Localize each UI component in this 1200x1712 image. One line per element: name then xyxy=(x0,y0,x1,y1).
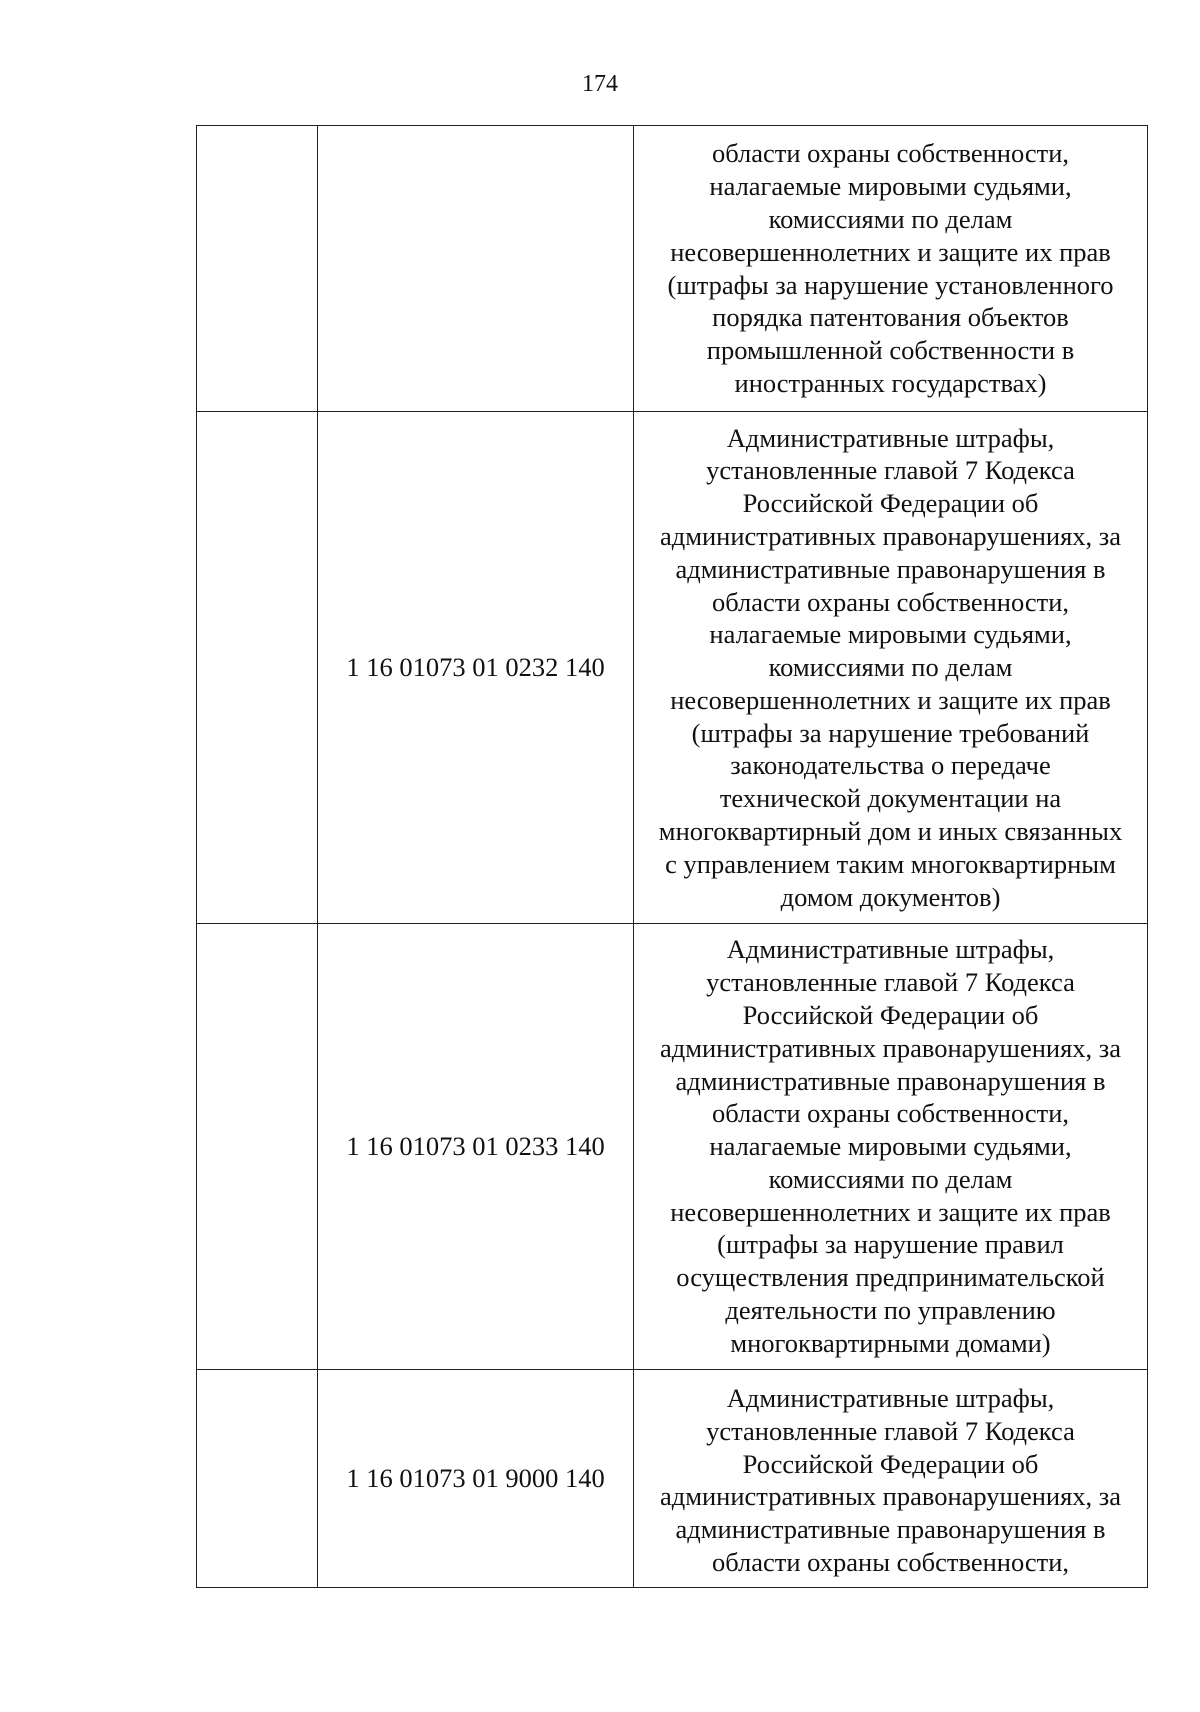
description-line: области охраны собственности, xyxy=(711,138,1070,169)
description-line: Административные штрафы, xyxy=(726,1383,1055,1413)
description-line: (штрафы за нарушение правил xyxy=(717,1229,1064,1260)
budget-code-cell xyxy=(318,126,634,412)
admin-code-cell xyxy=(197,126,318,412)
description-line: налагаемые мировыми судьями, xyxy=(709,1131,1072,1162)
description-line: (штрафы за нарушение установленного xyxy=(667,269,1114,300)
description-line: Российской Федерации об xyxy=(742,999,1039,1030)
description-line: деятельности по управлению xyxy=(725,1295,1056,1326)
description-line: административные правонарушения в xyxy=(675,553,1106,584)
description-line: порядка патентования объектов xyxy=(712,302,1069,333)
description-line: области охраны собственности, xyxy=(711,1546,1070,1577)
description-line: Административные штрафы, xyxy=(726,422,1055,453)
description-line: комиссиями по делам xyxy=(768,1163,1013,1194)
description-line: (штрафы за нарушение требований xyxy=(691,717,1090,748)
description-line: несовершеннолетних и защите их прав xyxy=(670,1196,1111,1227)
description-line: с управлением таким многоквартирным xyxy=(665,848,1116,879)
description-line: области охраны собственности, xyxy=(711,586,1070,617)
description-line: многоквартирный дом и иных связанных xyxy=(658,816,1123,847)
table-row xyxy=(197,1370,1148,1588)
description-line: законодательства о передаче xyxy=(730,750,1051,781)
description-line: комиссиями по делам xyxy=(768,652,1013,683)
description-line: Российской Федерации об xyxy=(742,488,1039,519)
description-line: домом документов) xyxy=(780,881,1001,912)
budget-codes-table xyxy=(196,125,1148,1588)
budget-code-cell: 1 16 01073 01 0233 140 xyxy=(318,924,634,1370)
description-line: области охраны собственности, xyxy=(711,1098,1070,1129)
budget-code-cell: 1 16 01073 01 9000 140 xyxy=(318,1370,634,1588)
description-cell xyxy=(634,126,1148,412)
table-row xyxy=(197,924,1148,1370)
description-line: налагаемые мировыми судьями, xyxy=(709,619,1072,650)
description-line: Российской Федерации об xyxy=(742,1448,1039,1479)
admin-code-cell xyxy=(197,924,318,1370)
admin-code-cell xyxy=(197,1370,318,1588)
description-line: иностранных государствах) xyxy=(734,367,1047,398)
description-line: несовершеннолетних и защите их прав xyxy=(670,236,1111,267)
admin-code-cell xyxy=(197,412,318,924)
description-line: установленные главой 7 Кодекса xyxy=(706,967,1075,998)
description-line: комиссиями по делам xyxy=(768,203,1013,234)
description-line: установленные главой 7 Кодекса xyxy=(706,1415,1075,1446)
description-line: Административные штрафы, xyxy=(726,934,1055,965)
description-line: административных правонарушениях, за xyxy=(659,1032,1121,1063)
description-line: административные правонарушения в xyxy=(675,1514,1106,1545)
description-line: многоквартирными домами) xyxy=(730,1327,1051,1358)
description-line: технической документации на xyxy=(719,783,1062,814)
description-line: административных правонарушениях, за xyxy=(659,520,1121,551)
description-cell xyxy=(634,924,1148,1370)
budget-code-cell: 1 16 01073 01 0232 140 xyxy=(318,412,634,924)
description-line: административных правонарушениях, за xyxy=(659,1481,1121,1512)
page-number: 174 xyxy=(582,71,618,97)
description-cell xyxy=(634,1370,1148,1588)
description-line: промышленной собственности в xyxy=(706,335,1075,366)
description-line: налагаемые мировыми судьями, xyxy=(709,171,1072,202)
table-row xyxy=(197,412,1148,924)
description-line: административные правонарушения в xyxy=(675,1065,1106,1096)
description-line: осуществления предпринимательской xyxy=(676,1262,1105,1293)
description-cell xyxy=(634,412,1148,924)
description-line: установленные главой 7 Кодекса xyxy=(706,455,1075,486)
table-row xyxy=(197,126,1148,412)
description-line: несовершеннолетних и защите их прав xyxy=(670,684,1111,715)
